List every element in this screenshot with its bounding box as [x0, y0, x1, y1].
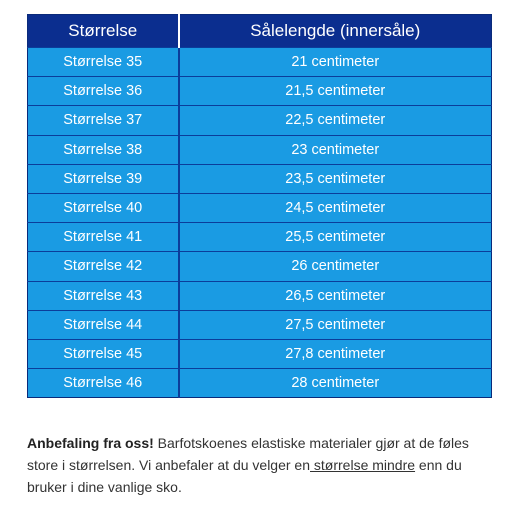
- cell-length: 21 centimeter: [179, 48, 492, 77]
- table-row: [28, 164, 492, 193]
- table-row: [28, 193, 492, 222]
- cell-length: 23 centimeter: [179, 135, 492, 164]
- cell-length: 25,5 centimeter: [179, 223, 492, 252]
- size-table: [27, 14, 492, 398]
- cell-length: 21,5 centimeter: [179, 77, 492, 106]
- cell-length: 26 centimeter: [179, 252, 492, 281]
- cell-length: 27,8 centimeter: [179, 339, 492, 368]
- cell-size: Størrelse 43: [28, 281, 179, 310]
- table-row: [28, 48, 492, 77]
- table-row: [28, 310, 492, 339]
- cell-length: 27,5 centimeter: [179, 310, 492, 339]
- cell-size: Størrelse 44: [28, 310, 179, 339]
- cell-size: Størrelse 38: [28, 135, 179, 164]
- note-text-end: enn du bruker i dine vanlige sko.: [27, 457, 462, 495]
- cell-length: 23,5 centimeter: [179, 164, 492, 193]
- recommendation-note: [27, 432, 497, 498]
- table-row: [28, 369, 492, 398]
- cell-size: Størrelse 42: [28, 252, 179, 281]
- cell-length: 24,5 centimeter: [179, 193, 492, 222]
- note-heading: Anbefaling fra oss!: [27, 435, 154, 451]
- table-row: [28, 77, 492, 106]
- header-size: Størrelse: [28, 15, 179, 48]
- header-sole-length: Sålelengde (innersåle): [179, 15, 492, 48]
- table-row: [28, 106, 492, 135]
- cell-size: Størrelse 39: [28, 164, 179, 193]
- table-row: [28, 339, 492, 368]
- note-text: Barfotskoenes elastiske materialer gjør at de føles store i størrelsen. Vi anbefaler at du velger en: [27, 435, 469, 473]
- table-row: [28, 223, 492, 252]
- table-row: [28, 135, 492, 164]
- table-header-row: [28, 15, 492, 48]
- cell-size: Størrelse 37: [28, 106, 179, 135]
- table-row: [28, 252, 492, 281]
- cell-size: Størrelse 46: [28, 369, 179, 398]
- cell-size: Størrelse 36: [28, 77, 179, 106]
- cell-size: Størrelse 45: [28, 339, 179, 368]
- cell-length: 26,5 centimeter: [179, 281, 492, 310]
- cell-size: Størrelse 40: [28, 193, 179, 222]
- cell-size: Størrelse 35: [28, 48, 179, 77]
- size-smaller-link[interactable]: størrelse mindre: [310, 457, 416, 473]
- cell-length: 28 centimeter: [179, 369, 492, 398]
- cell-length: 22,5 centimeter: [179, 106, 492, 135]
- size-chart: [27, 14, 492, 398]
- cell-size: Størrelse 41: [28, 223, 179, 252]
- table-row: [28, 281, 492, 310]
